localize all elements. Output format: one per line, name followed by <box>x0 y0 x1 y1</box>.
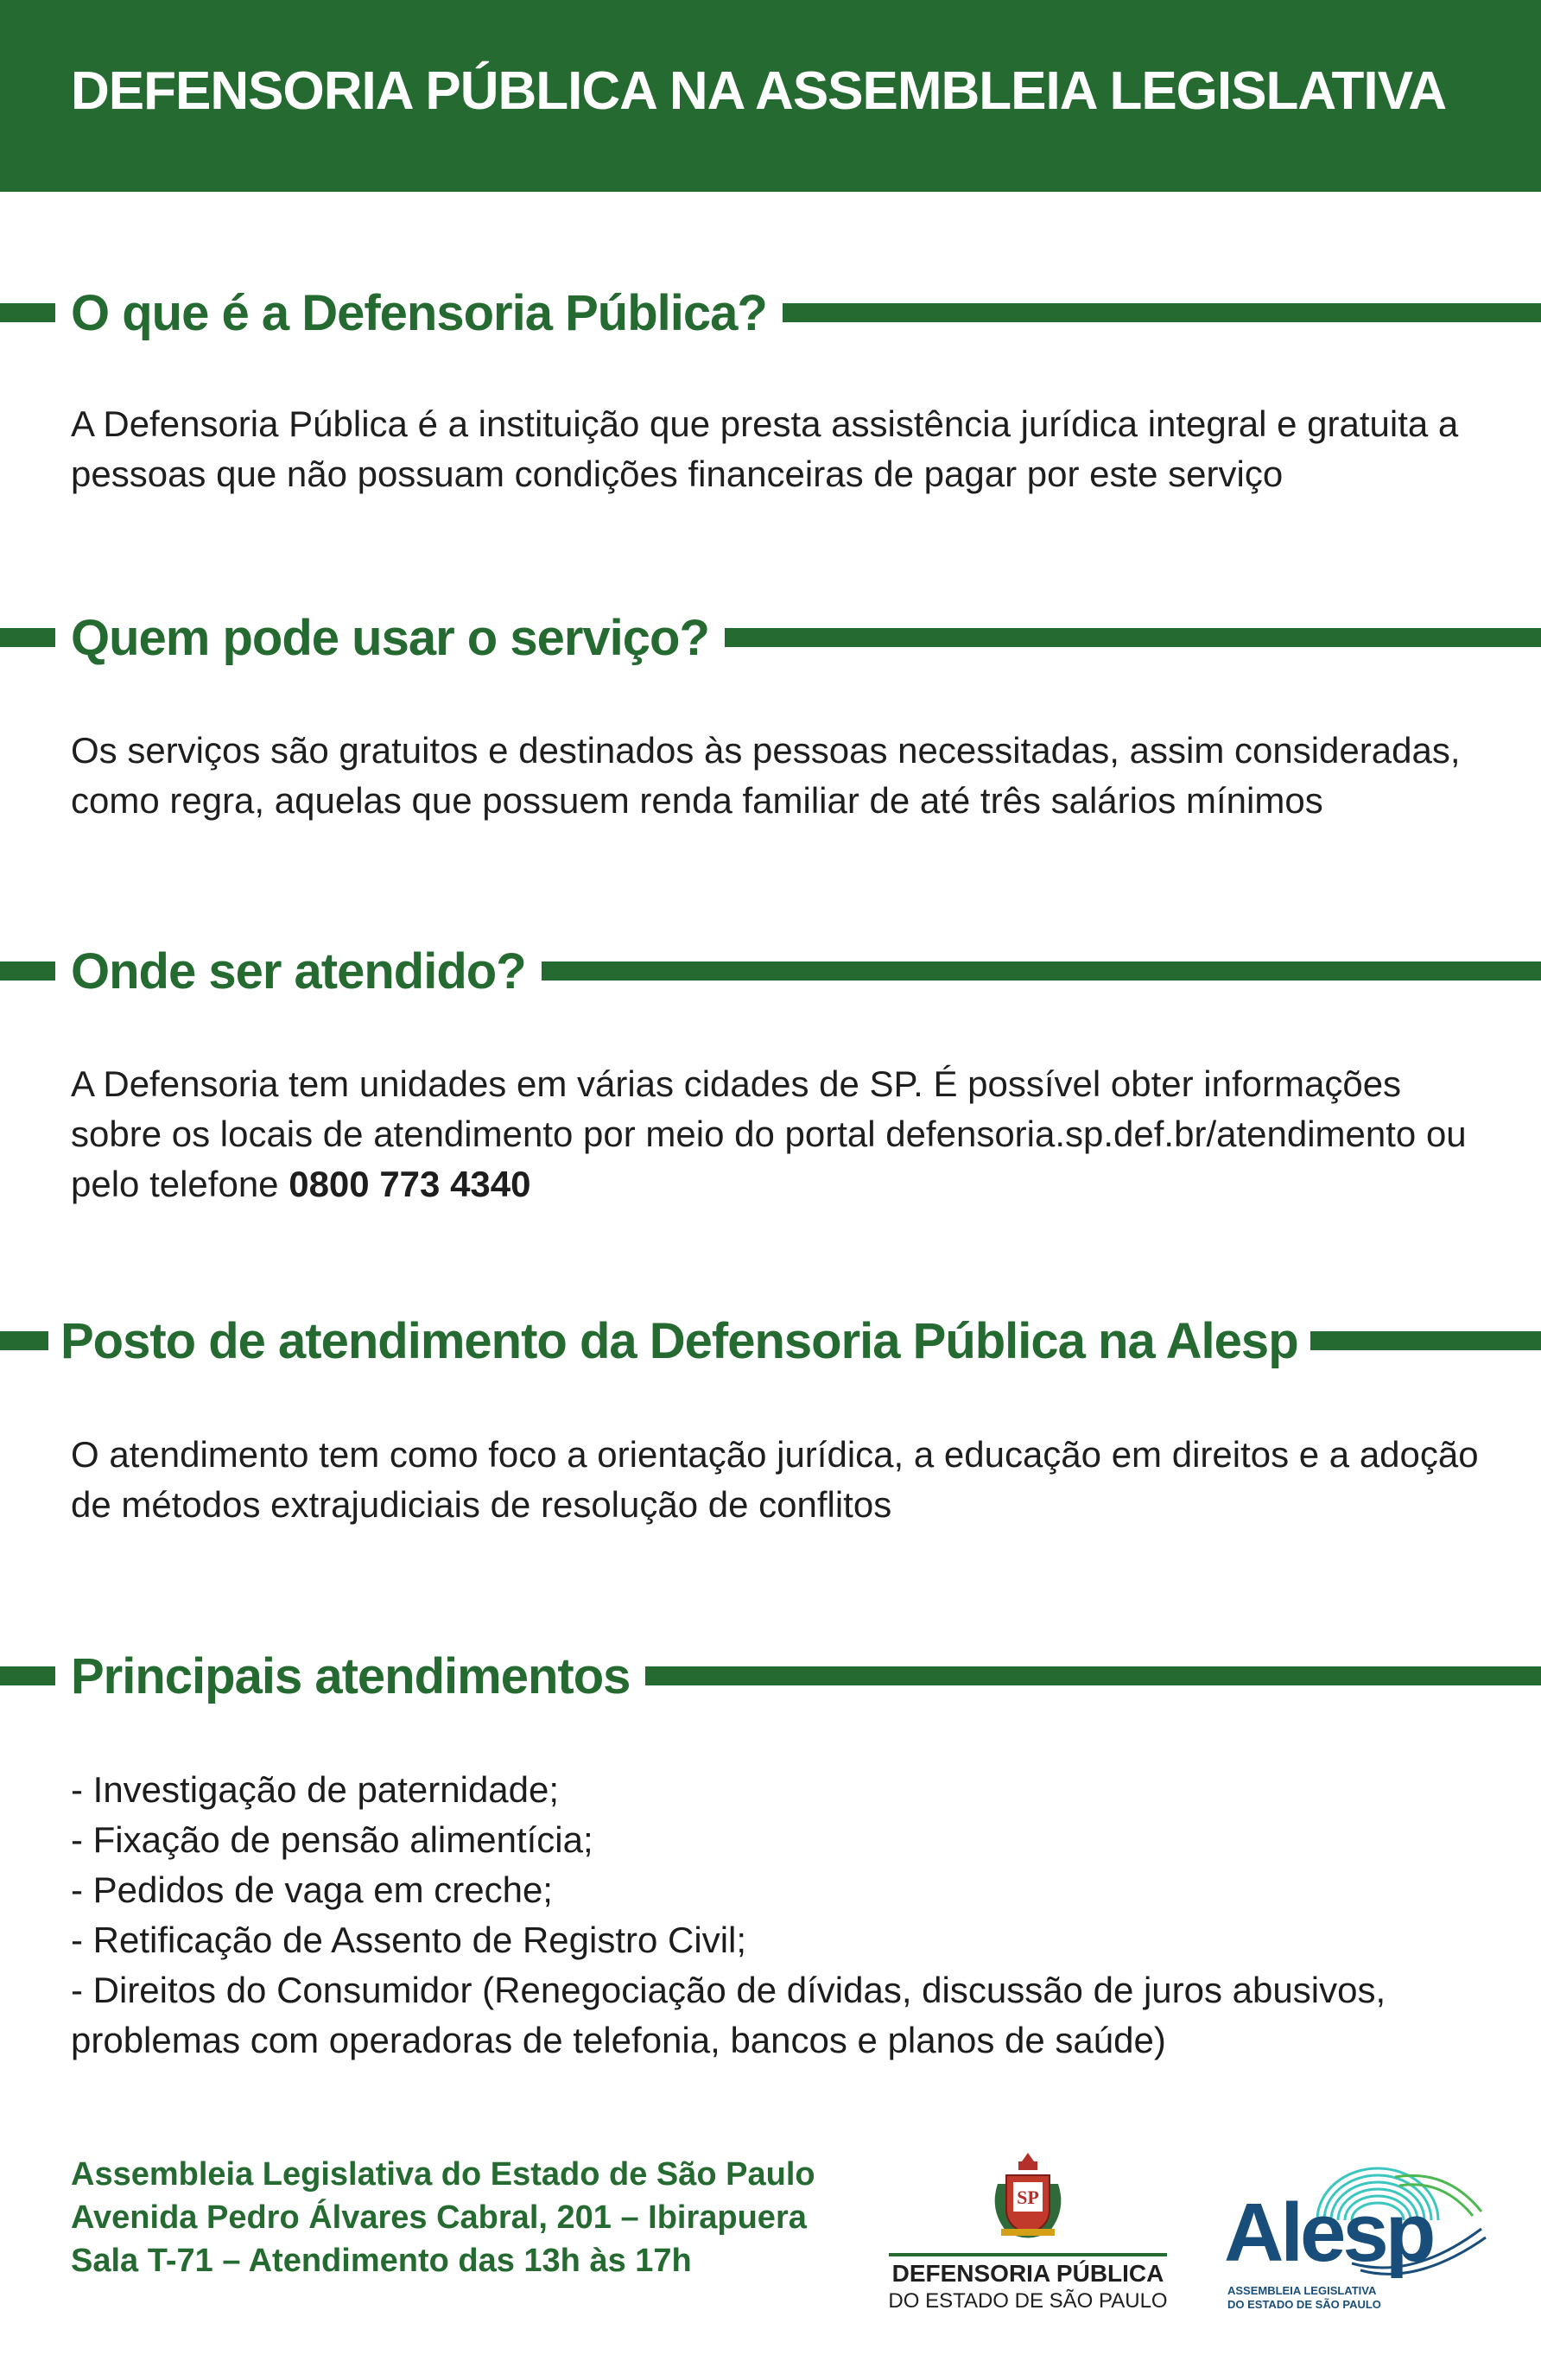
heading-bar-right <box>783 303 1541 322</box>
section-heading-main-services <box>0 1641 1541 1710</box>
heading-bar-left <box>0 303 55 322</box>
alesp-logo-word: Alesp <box>1224 2186 1433 2279</box>
address-line: Sala T-71 – Atendimento das 13h às 17h <box>71 2243 692 2279</box>
section-title: Quem pode usar o serviço? <box>71 609 709 666</box>
list-item: - Fixação de pensão alimentícia; <box>71 1819 593 1860</box>
section-text-where <box>71 1059 1487 1209</box>
heading-bar-right <box>1310 1331 1541 1350</box>
alesp-logo-sub1: ASSEMBLEIA LEGISLATIVA <box>1227 2284 1377 2297</box>
dp-logo-subtitle: DO ESTADO DE SÃO PAULO <box>888 2289 1168 2313</box>
section-title: Principais atendimentos <box>71 1647 631 1704</box>
footer-address <box>71 2153 815 2282</box>
heading-bar-left <box>0 1666 55 1685</box>
section-text-what-is: A Defensoria Pública é a instituição que presta assistência jurídica integral e gratuita a pessoas que não possuam condições financeiras de pagar por este serviço <box>71 403 1459 494</box>
heading-bar-right <box>725 628 1541 647</box>
heading-bar-left <box>0 628 55 647</box>
page-title: DEFENSORIA PÚBLICA NA ASSEMBLEIA LEGISLATIVA <box>71 61 1447 121</box>
logo-divider <box>889 2253 1167 2256</box>
section-heading-alesp-post <box>0 1306 1541 1375</box>
section-heading-who-can-use <box>0 603 1541 672</box>
list-item: - Retificação de Assento de Registro Civil; <box>71 1920 747 1960</box>
alesp-logo <box>1222 2160 1499 2315</box>
heading-bar-right <box>542 962 1541 981</box>
alesp-logo-sub2: DO ESTADO DE SÃO PAULO <box>1227 2298 1381 2311</box>
heading-bar-left <box>0 1331 48 1350</box>
header-banner <box>0 0 1541 192</box>
list-item: - Pedidos de vaga em creche; <box>71 1869 553 1910</box>
section-heading-where <box>0 936 1541 1006</box>
section-heading-what-is <box>0 278 1541 347</box>
heading-bar-left <box>0 962 55 981</box>
section-text-who-can-use: Os serviços são gratuitos e destinados às pessoas necessitadas, assim consideradas, como regra, aquelas que possuem renda familiar de até três salários mínimos <box>71 730 1461 821</box>
section-title: Posto de atendimento da Defensoria Pública na Alesp <box>60 1312 1298 1369</box>
dp-logo-title: DEFENSORIA PÚBLICA <box>891 2260 1164 2287</box>
services-list <box>71 1765 1487 2066</box>
section-title: Onde ser atendido? <box>71 942 526 1000</box>
section-text-alesp-post: O atendimento tem como foco a orientação jurídica, a educação em direitos e a adoção de métodos extrajudiciais de resolução de conflitos <box>71 1434 1479 1525</box>
list-item: - Investigação de paternidade; <box>71 1769 560 1810</box>
svg-text:SP: SP <box>1017 2186 1039 2208</box>
section-title: O que é a Defensoria Pública? <box>71 284 767 341</box>
where-text: A Defensoria tem unidades em várias cidades de SP. É possível obter informações sobre os locais de atendimento por meio do portal defensoria.sp.def.br/atendimento ou pelo telefone <box>71 1063 1467 1204</box>
address-line: Avenida Pedro Álvares Cabral, 201 – Ibirapuera <box>71 2199 807 2236</box>
defensoria-logo <box>885 2149 1170 2322</box>
address-line: Assembleia Legislativa do Estado de São Paulo <box>71 2156 815 2193</box>
phone-number: 0800 773 4340 <box>289 1164 531 1204</box>
list-item: - Direitos do Consumidor (Renegociação de dívidas, discussão de juros abusivos, problemas com operadoras de telefonia, bancos e planos de saúde) <box>71 1970 1386 2060</box>
heading-bar-right <box>645 1666 1541 1685</box>
sp-seal-icon <box>980 2149 1075 2246</box>
